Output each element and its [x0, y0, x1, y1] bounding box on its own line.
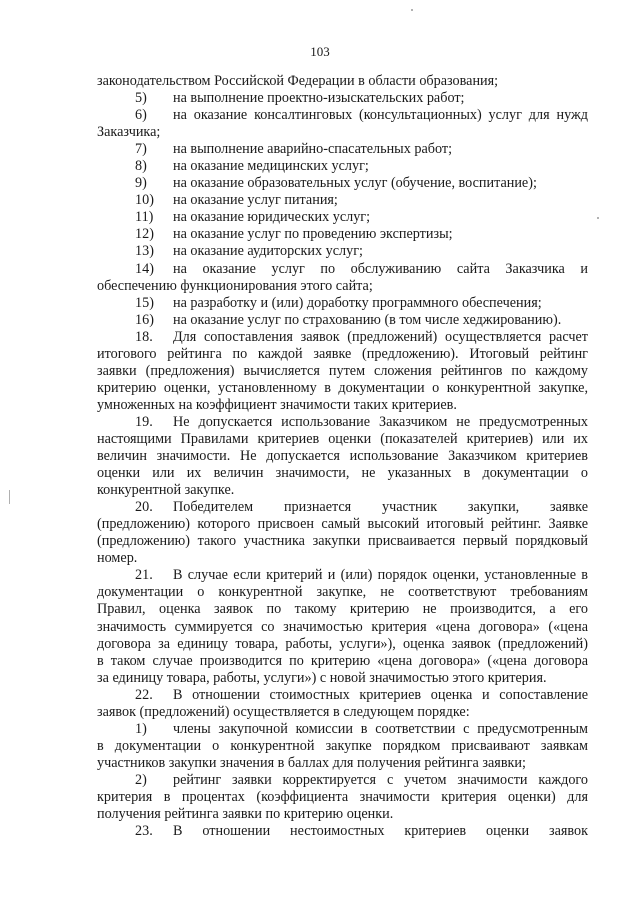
- item-number: 19.: [135, 413, 153, 430]
- text-line: документации о конкурентной закупке, не соответствуют требованиям: [97, 584, 588, 601]
- item-text: Победителем признается участник закупки, заявке: [173, 499, 588, 516]
- list-item-line: [97, 567, 588, 584]
- text-line: Заказчика;: [97, 124, 161, 141]
- text-line: за единицу товара, работы, услуги») с новой значимостью этого критерия.: [97, 669, 547, 686]
- item-number: 14): [135, 260, 154, 277]
- item-number: 21.: [135, 567, 153, 584]
- item-text: на оказание образовательных услуг (обучение, воспитание);: [173, 175, 537, 192]
- list-item-line: [97, 329, 588, 346]
- text-line: номер.: [97, 550, 138, 567]
- text-line: умноженных на коэффициент значимости таких критериев.: [97, 396, 457, 413]
- item-number: 1): [135, 720, 147, 737]
- list-item-line: [97, 295, 588, 312]
- list-item-line: [97, 312, 588, 329]
- list-item-line: [97, 90, 588, 107]
- text-line: настоящими Правилами критериев оценки (показателей критериев) или их: [97, 430, 588, 447]
- document-body: [97, 73, 588, 840]
- item-text: на разработку и (или) доработку программного обеспечения;: [173, 294, 542, 311]
- item-number: 13): [135, 243, 154, 260]
- item-number: 23.: [135, 823, 153, 840]
- item-text: на оказание медицинских услуг;: [173, 158, 369, 175]
- list-item-line: [97, 243, 588, 260]
- list-item-line: [97, 823, 588, 840]
- item-number: 12): [135, 226, 154, 243]
- text-line: итогового рейтинга по каждой заявке (предложению). Итоговый рейтинг: [97, 345, 588, 362]
- item-text: члены закупочной комиссии в соответствии с предусмотренным: [173, 720, 588, 737]
- item-text: на оказание консалтинговых (консультационных) услуг для нужд: [173, 107, 588, 124]
- item-number: 7): [135, 141, 147, 158]
- text-line: обеспечению функционирования этого сайта;: [97, 277, 373, 294]
- item-text: Для сопоставления заявок (предложений) осуществляется расчет: [173, 328, 588, 345]
- text-line: (предложению) которого присвоен самый высокий итоговый рейтинг. Заявке: [97, 516, 588, 533]
- text-line: заявки (предложения) вычисляется путем сложения рейтингов по каждому: [97, 362, 588, 379]
- text-line: конкурентной закупке.: [97, 482, 235, 499]
- item-number: 2): [135, 771, 147, 788]
- item-text: на оказание юридических услуг;: [173, 209, 371, 226]
- text-line: критерия в процентах (коэффициента значимости критерия оценки) для: [97, 788, 588, 805]
- scan-margin-mark: [9, 490, 10, 504]
- text-line: участников закупки значения в баллах для получения рейтинга заявки;: [97, 754, 526, 771]
- item-number: 6): [135, 107, 147, 124]
- list-item-line: [97, 687, 588, 704]
- text-line: договора за единицу товара, работы, услуги»), оценка заявок (предложений): [97, 635, 588, 652]
- list-item-line: [97, 414, 588, 431]
- item-text: на оказание услуг по страхованию (в том числе хеджированию).: [173, 311, 562, 328]
- item-number: 10): [135, 192, 154, 209]
- text-line: критерию оценки, установленному в документации о конкурентной закупке,: [97, 379, 588, 396]
- text-line: величин значимости. Не допускается использование Заказчиком критериев: [97, 448, 588, 465]
- text-line: значимость суммируется со значимостью критерия «цена договора» («цена: [97, 618, 588, 635]
- item-text: на оказание услуг по проведению экспертизы;: [173, 226, 453, 243]
- text-line: в таком случае производится по критерию «цена договора» («цена договора: [97, 652, 588, 669]
- item-text: Не допускается использование Заказчиком не предусмотренных: [173, 413, 588, 430]
- text-line: оценки или их величин значимости, не указанных в документации о: [97, 465, 588, 482]
- scan-speck: [597, 217, 599, 219]
- item-number: 15): [135, 294, 154, 311]
- item-number: 16): [135, 311, 154, 328]
- list-item-line: [97, 209, 588, 226]
- item-number: 22.: [135, 686, 153, 703]
- item-number: 11): [135, 209, 154, 226]
- text-line: (предложению) такого участника закупки присваивается первый порядковый: [97, 533, 588, 550]
- item-text: на оказание аудиторских услуг;: [173, 243, 363, 260]
- scan-speck: [411, 9, 413, 11]
- item-text: на выполнение проектно-изыскательских работ;: [173, 90, 465, 107]
- item-text: на оказание услуг питания;: [173, 192, 338, 209]
- page-number: 103: [310, 44, 330, 59]
- item-number: 8): [135, 158, 147, 175]
- item-text: В отношении нестоимостных критериев оценки заявок: [173, 823, 588, 840]
- list-item-line: [97, 175, 588, 192]
- item-number: 9): [135, 175, 147, 192]
- list-item-line: [97, 772, 588, 789]
- list-item-line: [97, 107, 588, 124]
- item-text: В случае если критерий и (или) порядок оценки, установленные в: [173, 567, 588, 584]
- list-item-line: [97, 158, 588, 175]
- text-line: Правил, оценка заявок по такому критерию не производится, а его: [97, 601, 588, 618]
- list-item-line: [97, 261, 588, 278]
- text-line: получения рейтинга заявки по критерию оценки.: [97, 806, 394, 823]
- list-item-line: [97, 721, 588, 738]
- text-line: заявок (предложений) осуществляется в следующем порядке:: [97, 703, 470, 720]
- list-item-line: [97, 499, 588, 516]
- list-item-line: [97, 226, 588, 243]
- item-text: рейтинг заявки корректируется с учетом значимости каждого: [173, 771, 588, 788]
- item-number: 20.: [135, 499, 153, 516]
- item-number: 5): [135, 90, 147, 107]
- item-text: В отношении стоимостных критериев оценка и сопоставление: [173, 686, 588, 703]
- item-text: на оказание услуг по обслуживанию сайта Заказчика и: [173, 260, 588, 277]
- item-text: на выполнение аварийно-спасательных работ;: [173, 141, 453, 158]
- list-item-line: [97, 141, 588, 158]
- list-item-line: [97, 192, 588, 209]
- text-line: законодательством Российской Федерации в области образования;: [97, 73, 499, 89]
- item-number: 18.: [135, 328, 153, 345]
- text-line: в документации о конкурентной закупке порядком присваивают заявкам: [97, 737, 588, 754]
